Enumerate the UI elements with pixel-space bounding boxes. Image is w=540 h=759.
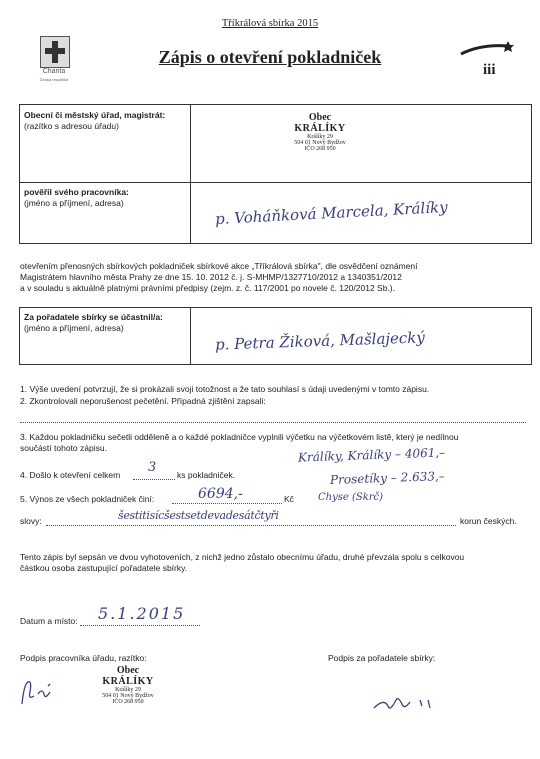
words-value: šestitisícšestsetdevadesátčtyři [118,509,279,522]
date-label: Datum a místo: [20,616,78,626]
item-5-suffix: Kč [284,494,294,504]
item-4-text: 4. Došlo k otevření celkem [20,470,121,480]
delegate-label: pověřil svého pracovníka: [24,187,129,197]
item-2: 2. Zkontrolovali neporušenost pečetění. Případná zjištění zapsali: [20,396,266,406]
collection-title: Tříkrálová sbírka 2015 [221,18,319,29]
logo-text: Charita [42,68,66,75]
delegate-value: p. Voháňková Marcela, Králíky [214,197,449,229]
item-3: 3. Každou pokladničku sečetli odděleně a o každé pokladničce vyplnili výčetku na výčetkovém listě, který je nedílnou součástí tohoto zápisu. [20,432,459,453]
item-5-text: 5. Výnos ze všech pokladniček činí: [20,494,155,504]
logo-subtext: Česká republika [39,77,69,82]
note-3: Chyse (Skrč) [318,492,384,503]
item-1: 1. Výše uvedení potvrzují, že si prokázali svoji totožnost a že tato souhlasí s údaji uvedenými v tomto zápisu. [20,384,430,394]
note-2: Prosetíky – 2.633,– [329,469,446,487]
item-4-value: 3 [148,460,157,475]
office-label: Obecní či městský úřad, magistrát: [24,110,166,120]
organizer-sublabel: (jméno a příjmení, adresa) [24,323,124,333]
organizer-value: p. Petra Žiková, Mašlajecký [214,328,426,354]
office-sublabel: (razítko s adresou úřadu) [24,121,119,131]
date-value: 5.1.2015 [98,604,186,623]
note-1: Králíky, Králíky – 4061,– [297,445,446,465]
organizer-signature [370,690,450,720]
legal-paragraph: otevřením přenosných sbírkových pokladniček sbírkové akce „Tříkrálová sbírka", dle osvědčení oznámení Magistrátem hlavního města Prahy ze dne 15. 10. 2012 č. j. S-MHMP/1327710/2012 a 1340351/2012 a v souladu s aktuálně platnými právními předpisy (zejm. z. č. 117/2001 po novele č. 120/2012 Sb.). [20,261,418,293]
signature-stamp: Obec KRÁLÍKY Králíky 29 504 01 Nový Bydžov IČO 268 950 [102,665,154,705]
page-title: Zápis o otevření pokladniček [158,47,382,67]
words-suffix: korun českých. [460,516,517,526]
item-5-value: 6694,- [198,486,243,502]
right-signature-label: Podpis za pořadatele sbírky: [328,653,436,663]
organizer-label: Za pořadatele sbírky se účastnil/a: [24,312,163,322]
star-comet-icon [456,40,516,80]
words-label: slovy: [20,516,42,526]
item-4-suffix: ks pokladniček. [177,470,236,480]
office-stamp: Obec KRÁLÍKY Králíky 29 504 01 Nový Bydžov IČO 268 950 [294,112,346,152]
delegate-sublabel: (jméno a příjmení, adresa) [24,198,124,208]
closing-paragraph: Tento zápis byl sepsán ve dvou vyhotoveních, z nichž jedno zůstalo obecnímu úřadu, druhé převzala spolu s celkovou částkou osoba zastupující pořadatele sbírky. [20,552,465,573]
three-kings-logo [456,40,516,80]
left-signature-label: Podpis pracovníka úřadu, razítko: [20,653,147,663]
svg-text:iii: iii [483,62,496,78]
official-signature [14,674,64,714]
